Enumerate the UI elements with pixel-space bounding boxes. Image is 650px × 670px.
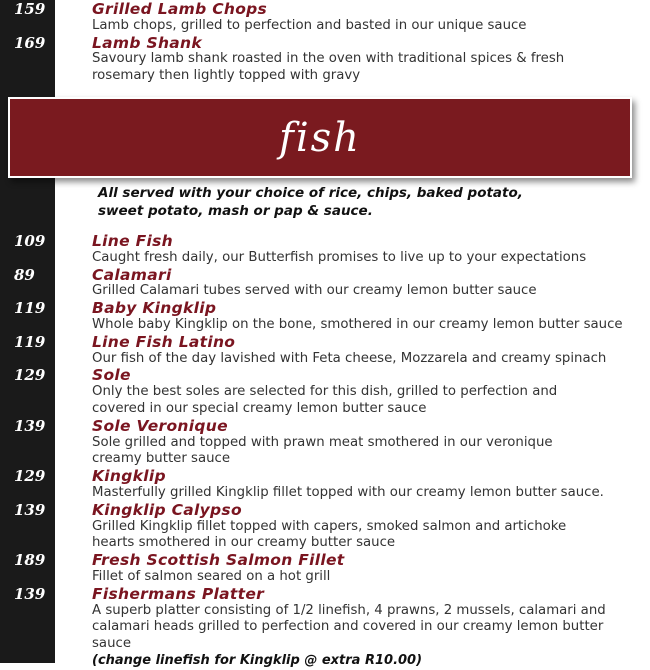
- lamb-list: [0, 1, 620, 85]
- item-description: Whole baby Kingklip on the bone, smothered in our creamy lemon butter sauce: [92, 316, 623, 332]
- intro-line: All served with your choice of rice, chips, baked potato,: [98, 185, 523, 201]
- item-description: Sole grilled and topped with prawn meat smothered in our veronique creamy butter sauce: [92, 434, 553, 467]
- menu-item: [0, 418, 650, 468]
- item-price: 139: [14, 416, 46, 435]
- intro-line: sweet potato, mash or pap & sauce.: [98, 203, 373, 219]
- item-description: Fillet of salmon seared on a hot grill: [92, 568, 331, 584]
- menu-item: [0, 267, 650, 301]
- item-price: 129: [14, 467, 46, 486]
- item-title: Line Fish: [92, 232, 173, 250]
- item-price: 159: [14, 0, 46, 18]
- item-price: 129: [14, 366, 46, 385]
- item-description: Only the best soles are selected for this dish, grilled to perfection and covered in our special creamy lemon butter sauce: [92, 384, 558, 416]
- item-price: 169: [14, 33, 46, 52]
- item-price: 139: [14, 584, 46, 603]
- item-price: 139: [14, 500, 46, 519]
- menu-item: [0, 586, 650, 670]
- section-intro: [98, 184, 523, 220]
- item-price: 89: [14, 265, 35, 284]
- item-title: Kingklip Calypso: [92, 500, 242, 519]
- fish-list: [0, 233, 650, 670]
- menu-item: [0, 1, 620, 35]
- item-note: (change linefish for Kingklip @ extra R10.00): [92, 652, 423, 668]
- section-title: fish: [279, 114, 361, 161]
- menu-item: [0, 35, 620, 85]
- item-price: 109: [14, 232, 46, 250]
- item-price: 189: [14, 551, 46, 570]
- item-description: Caught fresh daily, our Butterfish promises to live up to your expectations: [92, 249, 587, 265]
- item-title: Lamb Shank: [92, 33, 202, 52]
- item-description: Masterfully grilled Kingklip fillet topped with our creamy lemon butter sauce.: [92, 484, 604, 500]
- item-description: Our fish of the day lavished with Feta cheese, Mozzarela and creamy spinach: [92, 350, 607, 366]
- item-price: 119: [14, 332, 46, 351]
- menu-item: [0, 552, 650, 586]
- section-banner-fish: [8, 97, 632, 178]
- item-description: Grilled Kingklip fillet topped with capers, smoked salmon and artichoke hearts smothered in our creamy butter sauce: [92, 518, 567, 551]
- item-title: Baby Kingklip: [92, 299, 217, 318]
- item-description: A superb platter consisting of 1/2 linefish, 4 prawns, 2 mussels, calamari and calamari heads grilled to perfection and covered in our creamy lemon butter sauce: [92, 602, 606, 652]
- item-title: Fishermans Platter: [92, 584, 265, 603]
- menu-item: [0, 334, 650, 368]
- item-title: Sole: [92, 366, 131, 385]
- menu-item: [0, 468, 650, 502]
- item-title: Calamari: [92, 265, 172, 284]
- menu-item: [0, 300, 650, 334]
- item-title: Kingklip: [92, 467, 166, 486]
- item-title: Line Fish Latino: [92, 332, 236, 351]
- menu-item: [0, 233, 650, 267]
- item-price: 119: [14, 299, 46, 318]
- item-title: Sole Veronique: [92, 416, 228, 435]
- item-description: Lamb chops, grilled to perfection and basted in our unique sauce: [92, 17, 527, 33]
- menu-item: [0, 367, 650, 417]
- item-description: Savoury lamb shank roasted in the oven with traditional spices & fresh rosemary then lightly topped with gravy: [92, 51, 565, 84]
- menu-item: [0, 502, 650, 552]
- item-description: Grilled Calamari tubes served with our creamy lemon butter sauce: [92, 283, 537, 299]
- item-title: Grilled Lamb Chops: [92, 0, 268, 18]
- item-title: Fresh Scottish Salmon Fillet: [92, 551, 345, 570]
